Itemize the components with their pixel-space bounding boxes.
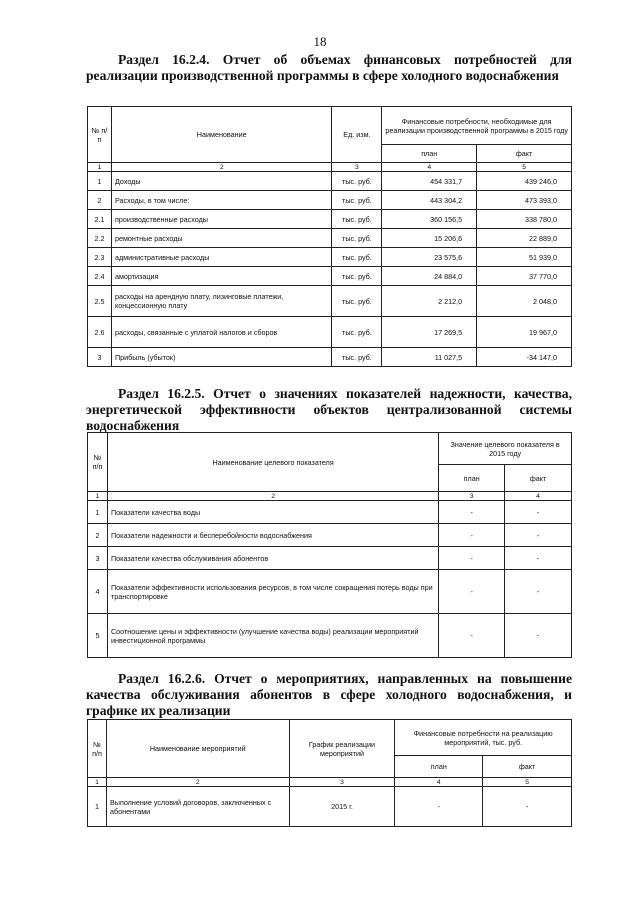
- row-plan: 15 206,6: [382, 229, 477, 248]
- table-row: [88, 501, 572, 524]
- row-name: Показатели качества воды: [107, 501, 438, 524]
- row-name: Доходы: [111, 172, 332, 191]
- row-fact: -: [505, 524, 572, 547]
- index-cell: 4: [382, 163, 477, 172]
- table-row: [88, 348, 572, 367]
- header-name: Наименование мероприятий: [106, 720, 289, 778]
- row-unit: тыс. руб.: [332, 229, 382, 248]
- row-unit: тыс. руб.: [332, 248, 382, 267]
- row-plan: -: [439, 524, 505, 547]
- table-row: [88, 614, 572, 658]
- row-plan: -: [439, 547, 505, 570]
- header-finance: Финансовые потребности на реализацию мероприятий, тыс. руб.: [395, 720, 572, 756]
- table-row: [88, 286, 572, 317]
- header-num: № п/п: [88, 720, 107, 778]
- row-fact: -: [505, 570, 572, 614]
- row-name: амортизация: [111, 267, 332, 286]
- row-schedule: 2015 г.: [289, 787, 395, 827]
- row-num: 3: [88, 547, 108, 570]
- row-fact: -: [505, 614, 572, 658]
- row-unit: тыс. руб.: [332, 191, 382, 210]
- row-fact: 473 393,0: [477, 191, 572, 210]
- row-num: 2.2: [88, 229, 112, 248]
- index-cell: 5: [483, 778, 572, 787]
- header-fact: факт: [505, 465, 572, 492]
- row-num: 1: [88, 787, 107, 827]
- row-num: 2: [88, 191, 112, 210]
- row-name: Соотношение цены и эффективности (улучшение качества воды) реализации мероприятий инвестиционной программы: [107, 614, 438, 658]
- index-row: [88, 492, 572, 501]
- finance-needs-table: [87, 106, 572, 367]
- row-num: 2.4: [88, 267, 112, 286]
- header-name: Наименование: [111, 107, 332, 163]
- table-row: [88, 317, 572, 348]
- index-cell: 4: [395, 778, 483, 787]
- row-plan: 454 331,7: [382, 172, 477, 191]
- row-num: 2: [88, 524, 108, 547]
- header-plan: план: [439, 465, 505, 492]
- row-fact: -34 147,0: [477, 348, 572, 367]
- index-cell: 3: [439, 492, 505, 501]
- row-fact: -: [505, 501, 572, 524]
- row-plan: -: [395, 787, 483, 827]
- index-cell: 3: [289, 778, 395, 787]
- row-plan: 360 156,5: [382, 210, 477, 229]
- table-row: [88, 210, 572, 229]
- row-num: 2.1: [88, 210, 112, 229]
- table-header-row: [88, 433, 572, 465]
- section-heading-text: Раздел 16.2.6. Отчет о мероприятиях, направленных на повышение качества обслуживания абонентов в сфере холодного водоснабжения, и графике их реализации: [86, 671, 572, 718]
- header-unit: Ед. изм.: [332, 107, 382, 163]
- header-num: № п/п: [88, 107, 112, 163]
- row-plan: 24 884,0: [382, 267, 477, 286]
- table-row: [88, 787, 572, 827]
- row-plan: 11 027,5: [382, 348, 477, 367]
- row-fact: 22 889,0: [477, 229, 572, 248]
- section-heading-16-2-4: [86, 52, 572, 84]
- table-row: [88, 570, 572, 614]
- table-row: [88, 229, 572, 248]
- row-name: ремонтные расходы: [111, 229, 332, 248]
- index-cell: 1: [88, 163, 112, 172]
- row-name: Выполнение условий договоров, заключенных с абонентами: [106, 787, 289, 827]
- index-cell: 1: [88, 492, 108, 501]
- table-row: [88, 248, 572, 267]
- row-unit: тыс. руб.: [332, 286, 382, 317]
- row-fact: -: [483, 787, 572, 827]
- row-plan: 2 212,0: [382, 286, 477, 317]
- index-cell: 3: [332, 163, 382, 172]
- row-fact: 37 770,0: [477, 267, 572, 286]
- header-num: № п/п: [88, 433, 108, 492]
- row-num: 1: [88, 172, 112, 191]
- row-num: 3: [88, 348, 112, 367]
- row-plan: -: [439, 570, 505, 614]
- table-row: [88, 191, 572, 210]
- row-num: 5: [88, 614, 108, 658]
- section-heading-text: Раздел 16.2.4. Отчет об объемах финансовых потребностей для реализации производственной программы в сфере холодного водоснабжения: [86, 52, 572, 83]
- header-finance: Финансовые потребности, необходимые для реализации производственной программы в 2015 году: [382, 107, 572, 145]
- row-fact: 338 780,0: [477, 210, 572, 229]
- row-unit: тыс. руб.: [332, 210, 382, 229]
- row-num: 4: [88, 570, 108, 614]
- service-measures-table: [87, 719, 572, 827]
- row-plan: -: [439, 501, 505, 524]
- index-cell: 2: [107, 492, 438, 501]
- table-row: [88, 547, 572, 570]
- header-plan: план: [395, 756, 483, 778]
- index-row: [88, 163, 572, 172]
- row-fact: 51 939,0: [477, 248, 572, 267]
- row-plan: 443 304,2: [382, 191, 477, 210]
- header-plan: план: [382, 145, 477, 163]
- row-num: 2.3: [88, 248, 112, 267]
- index-cell: 4: [505, 492, 572, 501]
- header-fact: факт: [477, 145, 572, 163]
- row-fact: -: [505, 547, 572, 570]
- row-name: Показатели качества обслуживания абонентов: [107, 547, 438, 570]
- table-row: [88, 524, 572, 547]
- row-plan: 23 575,6: [382, 248, 477, 267]
- row-fact: 439 246,0: [477, 172, 572, 191]
- row-num: 2.5: [88, 286, 112, 317]
- index-row: [88, 778, 572, 787]
- section-heading-16-2-6: [86, 671, 572, 719]
- row-name: Показатели надежности и бесперебойности водоснабжения: [107, 524, 438, 547]
- table-header-row: [88, 720, 572, 756]
- row-num: 2.6: [88, 317, 112, 348]
- row-name: Показатели эффективности использования ресурсов, в том числе сокращения потерь воды при транспортировке: [107, 570, 438, 614]
- table-header-row: [88, 107, 572, 145]
- row-name: расходы на арендную плату, лизинговые платежи, концессионную плату: [111, 286, 332, 317]
- row-plan: -: [439, 614, 505, 658]
- index-cell: 1: [88, 778, 107, 787]
- row-name: административные расходы: [111, 248, 332, 267]
- row-fact: 19 967,0: [477, 317, 572, 348]
- row-unit: тыс. руб.: [332, 348, 382, 367]
- row-unit: тыс. руб.: [332, 317, 382, 348]
- row-name: расходы, связанные с уплатой налогов и сборов: [111, 317, 332, 348]
- row-name: Расходы, в том числе:: [111, 191, 332, 210]
- header-name: Наименование целевого показателя: [107, 433, 438, 492]
- row-num: 1: [88, 501, 108, 524]
- header-value: Значение целевого показателя в 2015 году: [439, 433, 572, 465]
- row-unit: тыс. руб.: [332, 267, 382, 286]
- section-heading-16-2-5: [86, 386, 572, 434]
- row-name: производственные расходы: [111, 210, 332, 229]
- header-fact: факт: [483, 756, 572, 778]
- page-number: 18: [313, 34, 327, 49]
- index-cell: 2: [106, 778, 289, 787]
- index-cell: 2: [111, 163, 332, 172]
- section-heading-text: Раздел 16.2.5. Отчет о значениях показателей надежности, качества, энергетической эффективности объектов централизованной системы водоснабжения: [86, 386, 572, 433]
- row-unit: тыс. руб.: [332, 172, 382, 191]
- table-row: [88, 267, 572, 286]
- indicators-table: [87, 432, 572, 658]
- index-cell: 5: [477, 163, 572, 172]
- row-name: Прибыль (убыток): [111, 348, 332, 367]
- table-row: [88, 172, 572, 191]
- row-fact: 2 048,0: [477, 286, 572, 317]
- header-schedule: График реализации мероприятий: [289, 720, 395, 778]
- row-plan: 17 269,5: [382, 317, 477, 348]
